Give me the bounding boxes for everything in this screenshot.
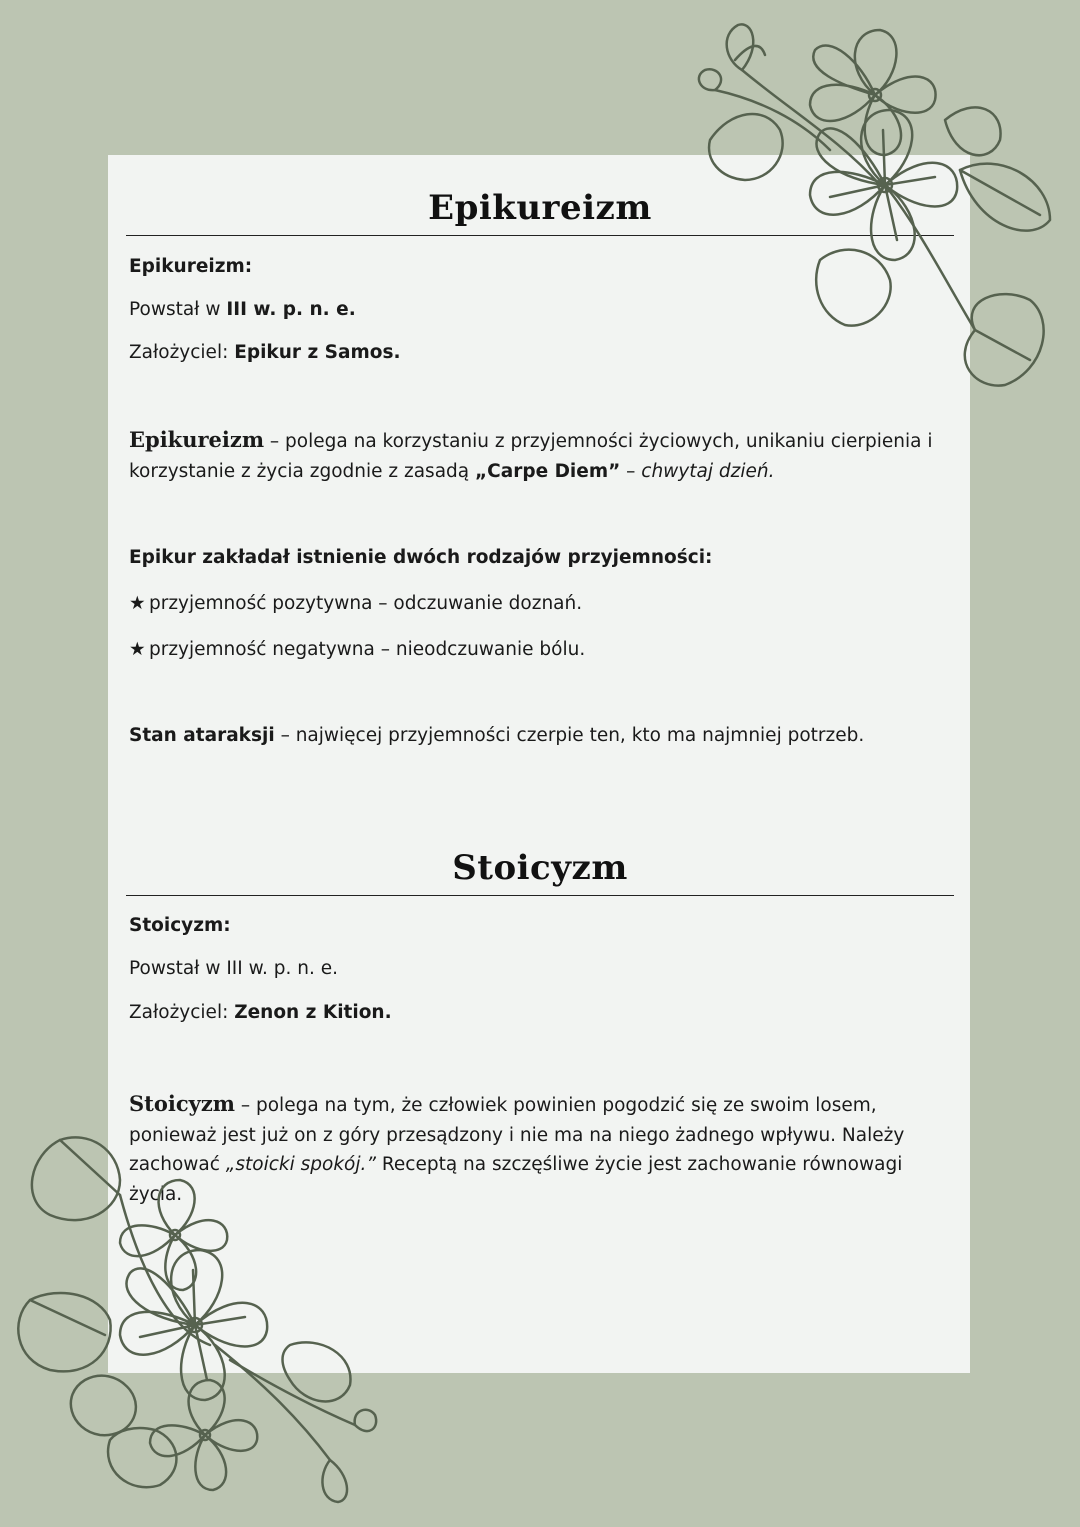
stoicism-founder: Założyciel: Zenon z Kition. — [129, 1002, 392, 1023]
list-item: ★ przyjemność pozytywna – odczuwanie doznań. — [129, 589, 582, 618]
stoicism-title: Stoicyzm — [452, 848, 628, 888]
epicureanism-origin: Powstał w III w. p. n. e. — [129, 299, 356, 320]
epicureanism-label: Epikureizm: — [129, 256, 253, 277]
epicureanism-founder: Założyciel: Epikur z Samos. — [129, 342, 401, 363]
epicureanism-title: Epikureizm — [428, 188, 652, 228]
list-item: ★ przyjemność negatywna – nieodczuwanie bólu. — [129, 635, 585, 664]
title-divider — [126, 235, 954, 236]
star-icon: ★ — [129, 593, 146, 614]
stoicism-definition: Stoicyzm – polega na tym, że człowiek powinien pogodzić się ze swoim losem, ponieważ jest już on z góry przesądzony i nie ma na niego żadnego wpływu. Należy zachować „stoicki spokój.” Receptą na szczęśliwe życie jest zachowanie równowagi życia. — [129, 1091, 905, 1205]
star-icon: ★ — [129, 639, 146, 660]
epicureanism-definition: Epikureizm – polega na korzystaniu z przyjemności życiowych, unikaniu cierpienia i korzystanie z życia zgodnie z zasadą „Carpe Diem” – chwytaj dzień. — [129, 427, 933, 482]
ataraxia-definition: Stan ataraksji – najwięcej przyjemności czerpie ten, kto ma najmniej potrzeb. — [129, 725, 865, 746]
stoicism-origin: Powstał w III w. p. n. e. — [129, 958, 339, 979]
stoicism-label: Stoicyzm: — [129, 915, 231, 936]
title-divider — [126, 895, 954, 896]
pleasures-heading: Epikur zakładał istnienie dwóch rodzajów przyjemności: — [129, 547, 713, 568]
